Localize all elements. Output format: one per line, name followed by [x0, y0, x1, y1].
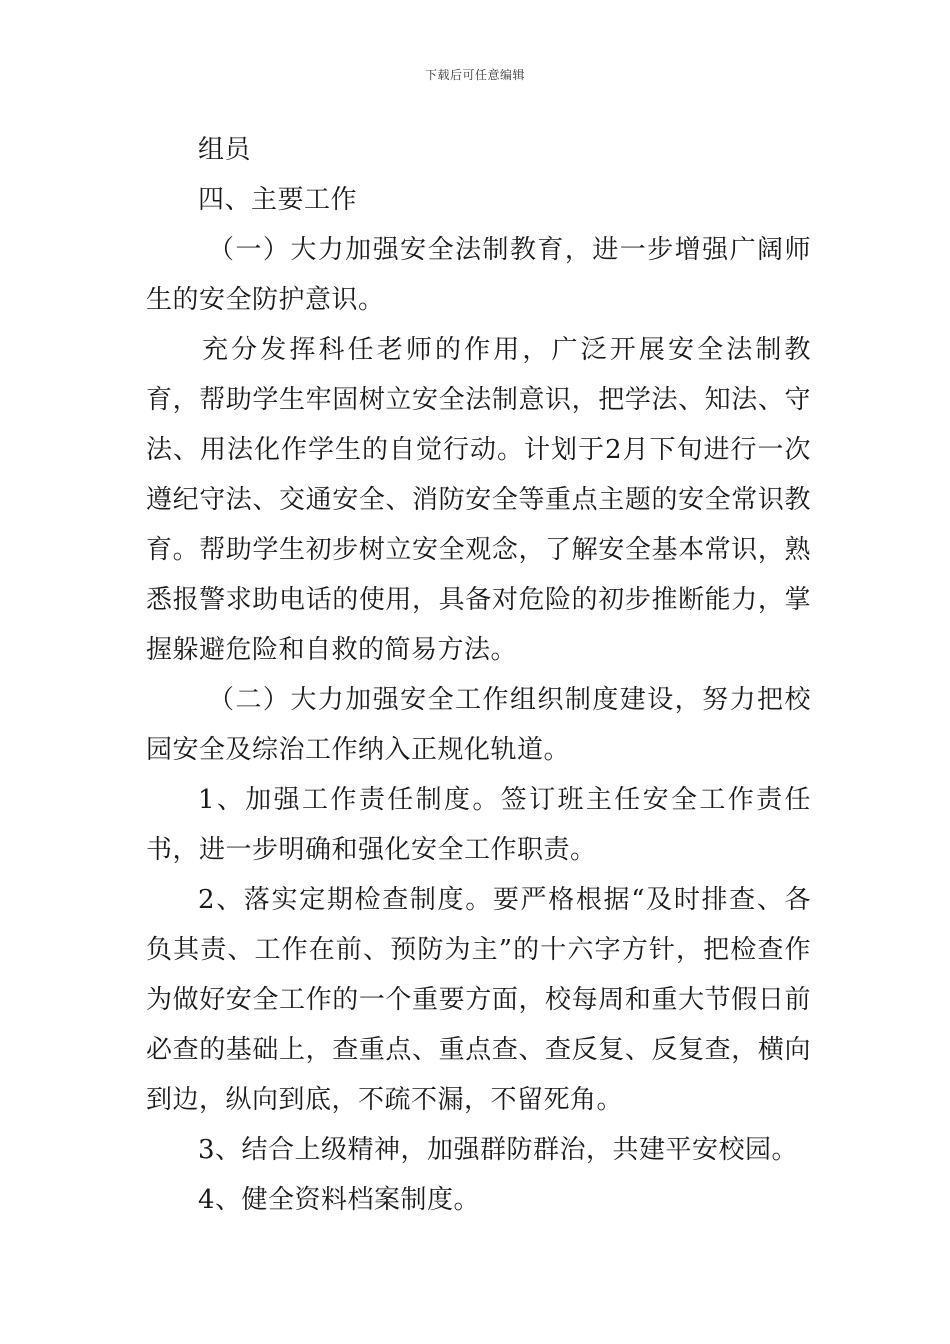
- list-item: 2、落实定期检查制度。要严格根据“及时排查、各负其责、工作在前、预防为主”的十六字方针，把检查作为做好安全工作的一个重要方面，校每周和重大节假日前必查的基础上，查重点、重点查、查反复、反复查，横向到边，纵向到底，不疏不漏，不留死角。: [146, 885, 811, 1115]
- list-item: 1、加强工作责任制度。签订班主任安全工作责任书，进一步明确和强化安全工作职责。: [146, 785, 811, 865]
- list-item: 4、健全资料档案制度。: [198, 1185, 481, 1215]
- page-header: 下载后可任意编辑: [424, 68, 525, 82]
- document-body: [146, 125, 811, 1225]
- paragraph: 组员: [198, 135, 252, 165]
- list-item: 3、结合上级精神，加强群防群治，共建平安校园。: [198, 1135, 799, 1165]
- section-heading: 四、主要工作: [198, 185, 358, 215]
- subsection-heading: （一）大力加强安全法制教育，进一步增强广阔师生的安全防护意识。: [146, 235, 811, 315]
- subsection-heading: （二）大力加强安全工作组织制度建设，努力把校园安全及综治工作纳入正规化轨道。: [146, 685, 811, 765]
- paragraph: 充分发挥科任老师的作用，广泛开展安全法制教育，帮助学生牢固树立安全法制意识，把学法、知法、守法、用法化作学生的自觉行动。计划于2月下旬进行一次遵纪守法、交通安全、消防安全等重点主题的安全常识教育。帮助学生初步树立安全观念，了解安全基本常识，熟悉报警求助电话的使用，具备对危险的初步推断能力，掌握躲避危险和自救的简易方法。: [146, 335, 811, 665]
